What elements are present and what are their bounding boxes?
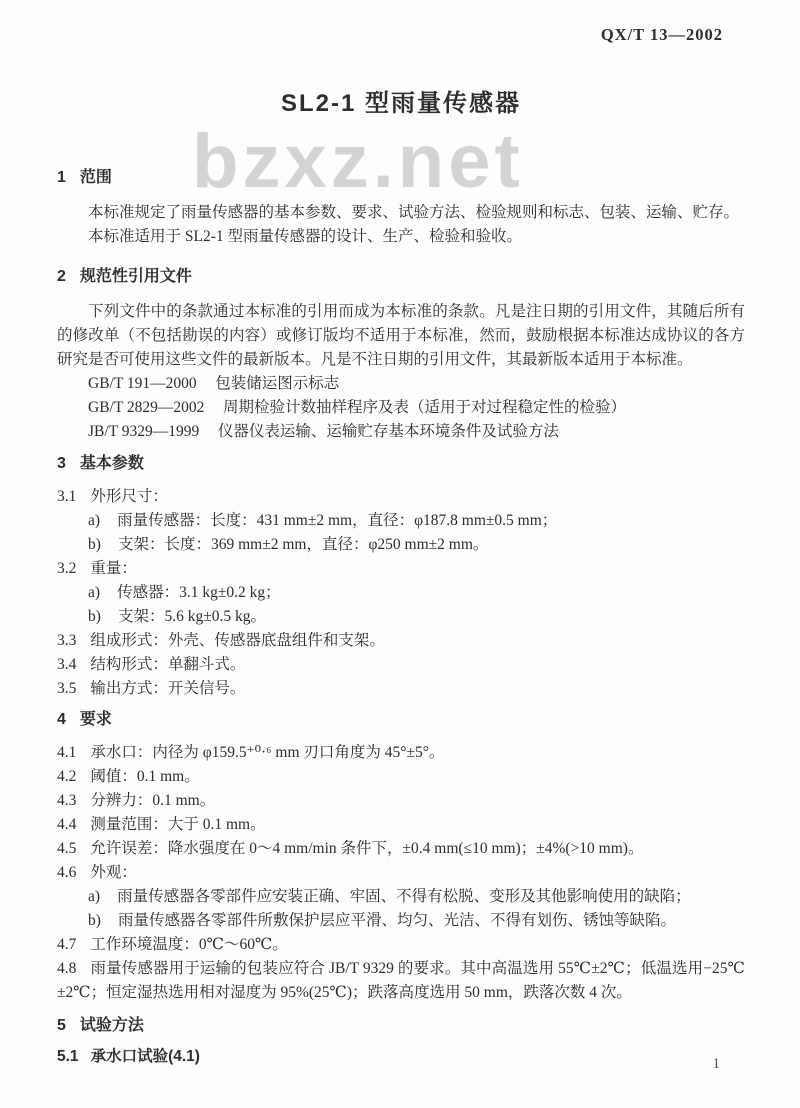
section-4-heading (57, 709, 745, 731)
list-text: 雨量传感器各零部件应安装正确、牢固、不得有松脱、变形及其他影响使用的缺陷； (117, 888, 691, 905)
clause-text: 外形尺寸： (90, 488, 168, 505)
list-text: 雨量传感器各零部件所敷保护层应平滑、均匀、光洁、不得有划伤、锈蚀等缺陷。 (117, 912, 676, 929)
clause-number: 4.4 (57, 816, 77, 833)
clause-number: 4.8 (57, 960, 77, 977)
clause-4-6-a (57, 885, 745, 909)
watermark-text: bzxz.net (192, 119, 524, 204)
section-5-title: 试验方法 (79, 1017, 144, 1034)
page-number: 1 (712, 1056, 720, 1072)
section-3-number: 3 (57, 455, 66, 472)
document-content (57, 0, 745, 1069)
list-label: a) (88, 584, 101, 601)
clause-5-1-heading (57, 1045, 745, 1069)
reference-item (57, 372, 745, 396)
section-1-paragraph-1: 本标准规定了雨量传感器的基本参数、要求、试验方法、检验规则和标志、包装、运输、贮存。 (88, 204, 740, 221)
list-text: 支架：5.6 kg±0.5 kg。 (117, 608, 266, 625)
clause-number: 4.5 (57, 840, 77, 857)
document-title: SL2-1 型雨量传感器 (280, 90, 522, 117)
section-5-heading (57, 1015, 745, 1037)
clause-3-4 (57, 653, 745, 677)
list-text: 雨量传感器：长度：431 mm±2 mm，直径：φ187.8 mm±0.5 mm； (117, 512, 558, 529)
clause-text: 允许误差：降水强度在 0～4 mm/min 条件下，±0.4 mm(≤10 mm)；±4%(>10 mm)。 (90, 840, 644, 857)
section-1-number: 1 (57, 169, 66, 186)
clause-4-4 (57, 813, 745, 837)
list-label: b) (88, 912, 101, 929)
section-3-items (57, 485, 745, 701)
clause-number: 3.2 (57, 560, 77, 577)
clause-number: 3.3 (57, 632, 77, 649)
clause-number: 4.3 (57, 792, 77, 809)
clause-4-8 (57, 957, 745, 1005)
clause-text: 分辨力：0.1 mm。 (90, 792, 216, 809)
clause-3-1 (57, 485, 745, 509)
reference-item (57, 420, 745, 444)
reference-name: 仪器仪表运输、运输贮存基本环境条件及试验方法 (217, 423, 559, 440)
clause-text: 承水口试验(4.1) (90, 1048, 200, 1065)
clause-3-2 (57, 557, 745, 581)
clause-3-5 (57, 677, 745, 701)
clause-3-1-a (57, 509, 745, 533)
clause-number: 3.1 (57, 488, 77, 505)
section-5-number: 5 (57, 1017, 66, 1034)
clause-3-3 (57, 629, 745, 653)
clause-number: 3.5 (57, 680, 77, 697)
standard-code: QX/T 13—2002 (600, 25, 723, 44)
clause-text: 外观： (90, 864, 137, 881)
section-2-number: 2 (57, 268, 66, 285)
clause-text: 承水口：内径为 φ159.5⁺⁰·⁶ mm 刃口角度为 45°±5°。 (90, 744, 445, 761)
list-label: a) (88, 888, 101, 905)
clause-4-3 (57, 789, 745, 813)
clause-4-5 (57, 837, 745, 861)
clause-text: 雨量传感器用于运输的包装应符合 JB/T 9329 的要求。其中高温选用 55℃±2℃；低温选用−25℃±2℃；恒定湿热选用相对湿度为 95%(25℃)；跌落高度选用 50 mm，跌落次数 4 次。 (57, 960, 745, 1001)
section-2-paragraph-1: 下列文件中的条款通过本标准的引用而成为本标准的条款。凡是注日期的引用文件，其随后所有的修改单（不包括勘误的内容）或修订版均不适用于本标准，然而，鼓励根据本标准达成协议的各方研究是否可使用这些文件的最新版本。凡是不注日期的引用文件，其最新版本适用于本标准。 (57, 303, 745, 368)
clause-text: 重量： (90, 560, 137, 577)
clause-number: 3.4 (57, 656, 77, 673)
clause-4-6 (57, 861, 745, 885)
clause-text: 阈值：0.1 mm。 (90, 768, 200, 785)
section-4-items (57, 741, 745, 1005)
section-4-number: 4 (57, 711, 66, 728)
clause-4-2 (57, 765, 745, 789)
clause-text: 输出方式：开关信号。 (90, 680, 246, 697)
clause-3-2-b (57, 605, 745, 629)
clause-number: 5.1 (57, 1048, 79, 1065)
reference-item (57, 396, 745, 420)
section-3-title: 基本参数 (79, 455, 144, 472)
reference-name: 包装储运图示标志 (215, 375, 340, 392)
clause-number: 4.2 (57, 768, 77, 785)
list-label: b) (88, 608, 101, 625)
section-1-title: 范围 (79, 169, 112, 186)
section-3-heading (57, 453, 745, 475)
reference-code: GB/T 191—2000 (88, 375, 197, 392)
clause-number: 4.7 (57, 936, 77, 953)
list-text: 支架：长度：369 mm±2 mm，直径：φ250 mm±2 mm。 (117, 536, 489, 553)
clause-text: 工作环境温度：0℃～60℃。 (90, 936, 288, 953)
clause-3-2-a (57, 581, 745, 605)
clause-4-6-b (57, 909, 745, 933)
clause-number: 4.1 (57, 744, 77, 761)
section-2-title: 规范性引用文件 (79, 268, 192, 285)
list-text: 传感器：3.1 kg±0.2 kg； (117, 584, 281, 601)
section-4-title: 要求 (79, 711, 112, 728)
reference-code: JB/T 9329—1999 (88, 423, 200, 440)
reference-name: 周期检验计数抽样程序及表（适用于对过程稳定性的检验） (223, 399, 627, 416)
section-2-heading (57, 266, 745, 288)
clause-3-1-b (57, 533, 745, 557)
clause-4-7 (57, 933, 745, 957)
reference-code: GB/T 2829—2002 (88, 399, 205, 416)
clause-text: 测量范围：大于 0.1 mm。 (90, 816, 266, 833)
list-label: a) (88, 512, 101, 529)
section-1-paragraph-2: 本标准适用于 SL2-1 型雨量传感器的设计、生产、检验和验收。 (88, 228, 523, 245)
clause-4-1 (57, 741, 745, 765)
clause-number: 4.6 (57, 864, 77, 881)
clause-text: 结构形式：单翻斗式。 (90, 656, 246, 673)
list-label: b) (88, 536, 101, 553)
clause-text: 组成形式：外壳、传感器底盘组件和支架。 (90, 632, 385, 649)
section-1-heading (57, 167, 745, 189)
